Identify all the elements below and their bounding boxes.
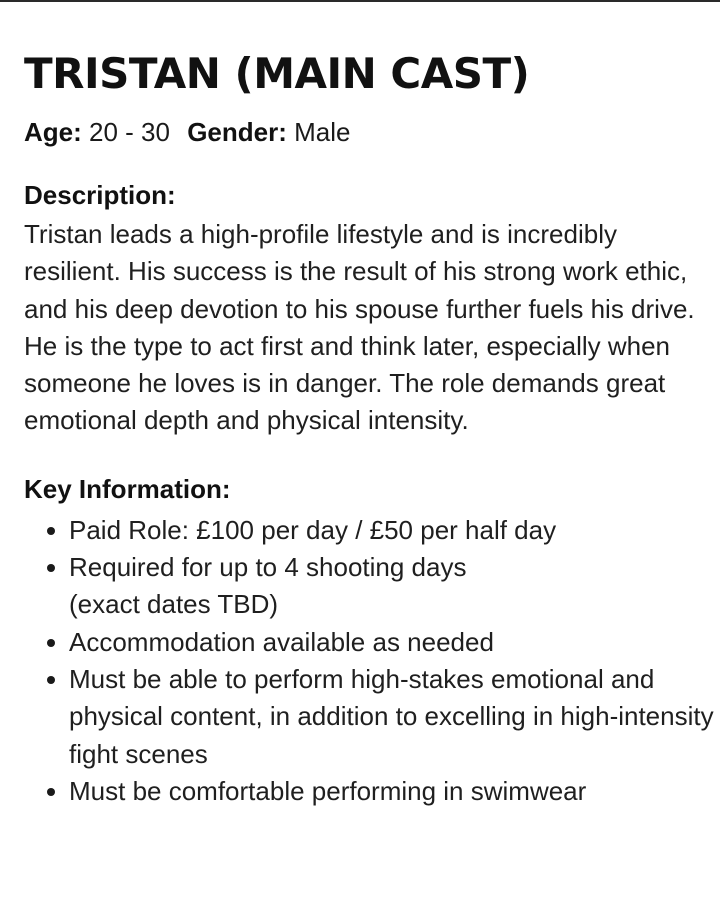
list-item-text: Paid Role: £100 per day / £50 per half day [69, 514, 557, 545]
bullet-dot-icon [47, 676, 55, 684]
gender-value: Male [294, 117, 351, 147]
top-border-line [0, 0, 720, 2]
list-item [24, 773, 714, 810]
bullet-dot-icon [47, 788, 55, 796]
bullet-dot-icon [47, 564, 55, 572]
list-item-text: Must be able to perform high-stakes emotional and physical content, in addition to excelling in high-intensity fight scenes [69, 663, 714, 769]
age-label: Age: [24, 117, 82, 147]
list-item [24, 624, 714, 661]
description-text: Tristan leads a high-profile lifestyle and is incredibly resilient. His success is the result of his strong work ethic, and his deep devotion to his spouse further fuels his drive. He is the type to act first and think later, especially when someone he loves is in danger. The role demands great emotional depth and physical intensity. [24, 219, 695, 436]
list-item [24, 512, 714, 549]
list-item-subtext: (exact dates TBD) [69, 589, 279, 620]
list-item [24, 661, 714, 773]
key-information-heading: Key Information: [24, 473, 231, 504]
casting-call-card [24, 48, 714, 810]
gender-label: Gender: [187, 117, 287, 147]
age-value: 20 - 30 [89, 117, 170, 147]
key-information-list [24, 512, 714, 810]
description-heading: Description: [24, 180, 176, 210]
list-item-text: Accommodation available as needed [69, 626, 494, 657]
list-item-text: Must be comfortable performing in swimwear [69, 775, 587, 806]
role-meta-row [24, 115, 714, 149]
list-item [24, 549, 714, 624]
list-item-text: Required for up to 4 shooting days [69, 552, 467, 583]
role-title: TRISTAN (MAIN CAST) [24, 49, 530, 98]
bullet-dot-icon [47, 527, 55, 535]
bullet-dot-icon [47, 639, 55, 647]
